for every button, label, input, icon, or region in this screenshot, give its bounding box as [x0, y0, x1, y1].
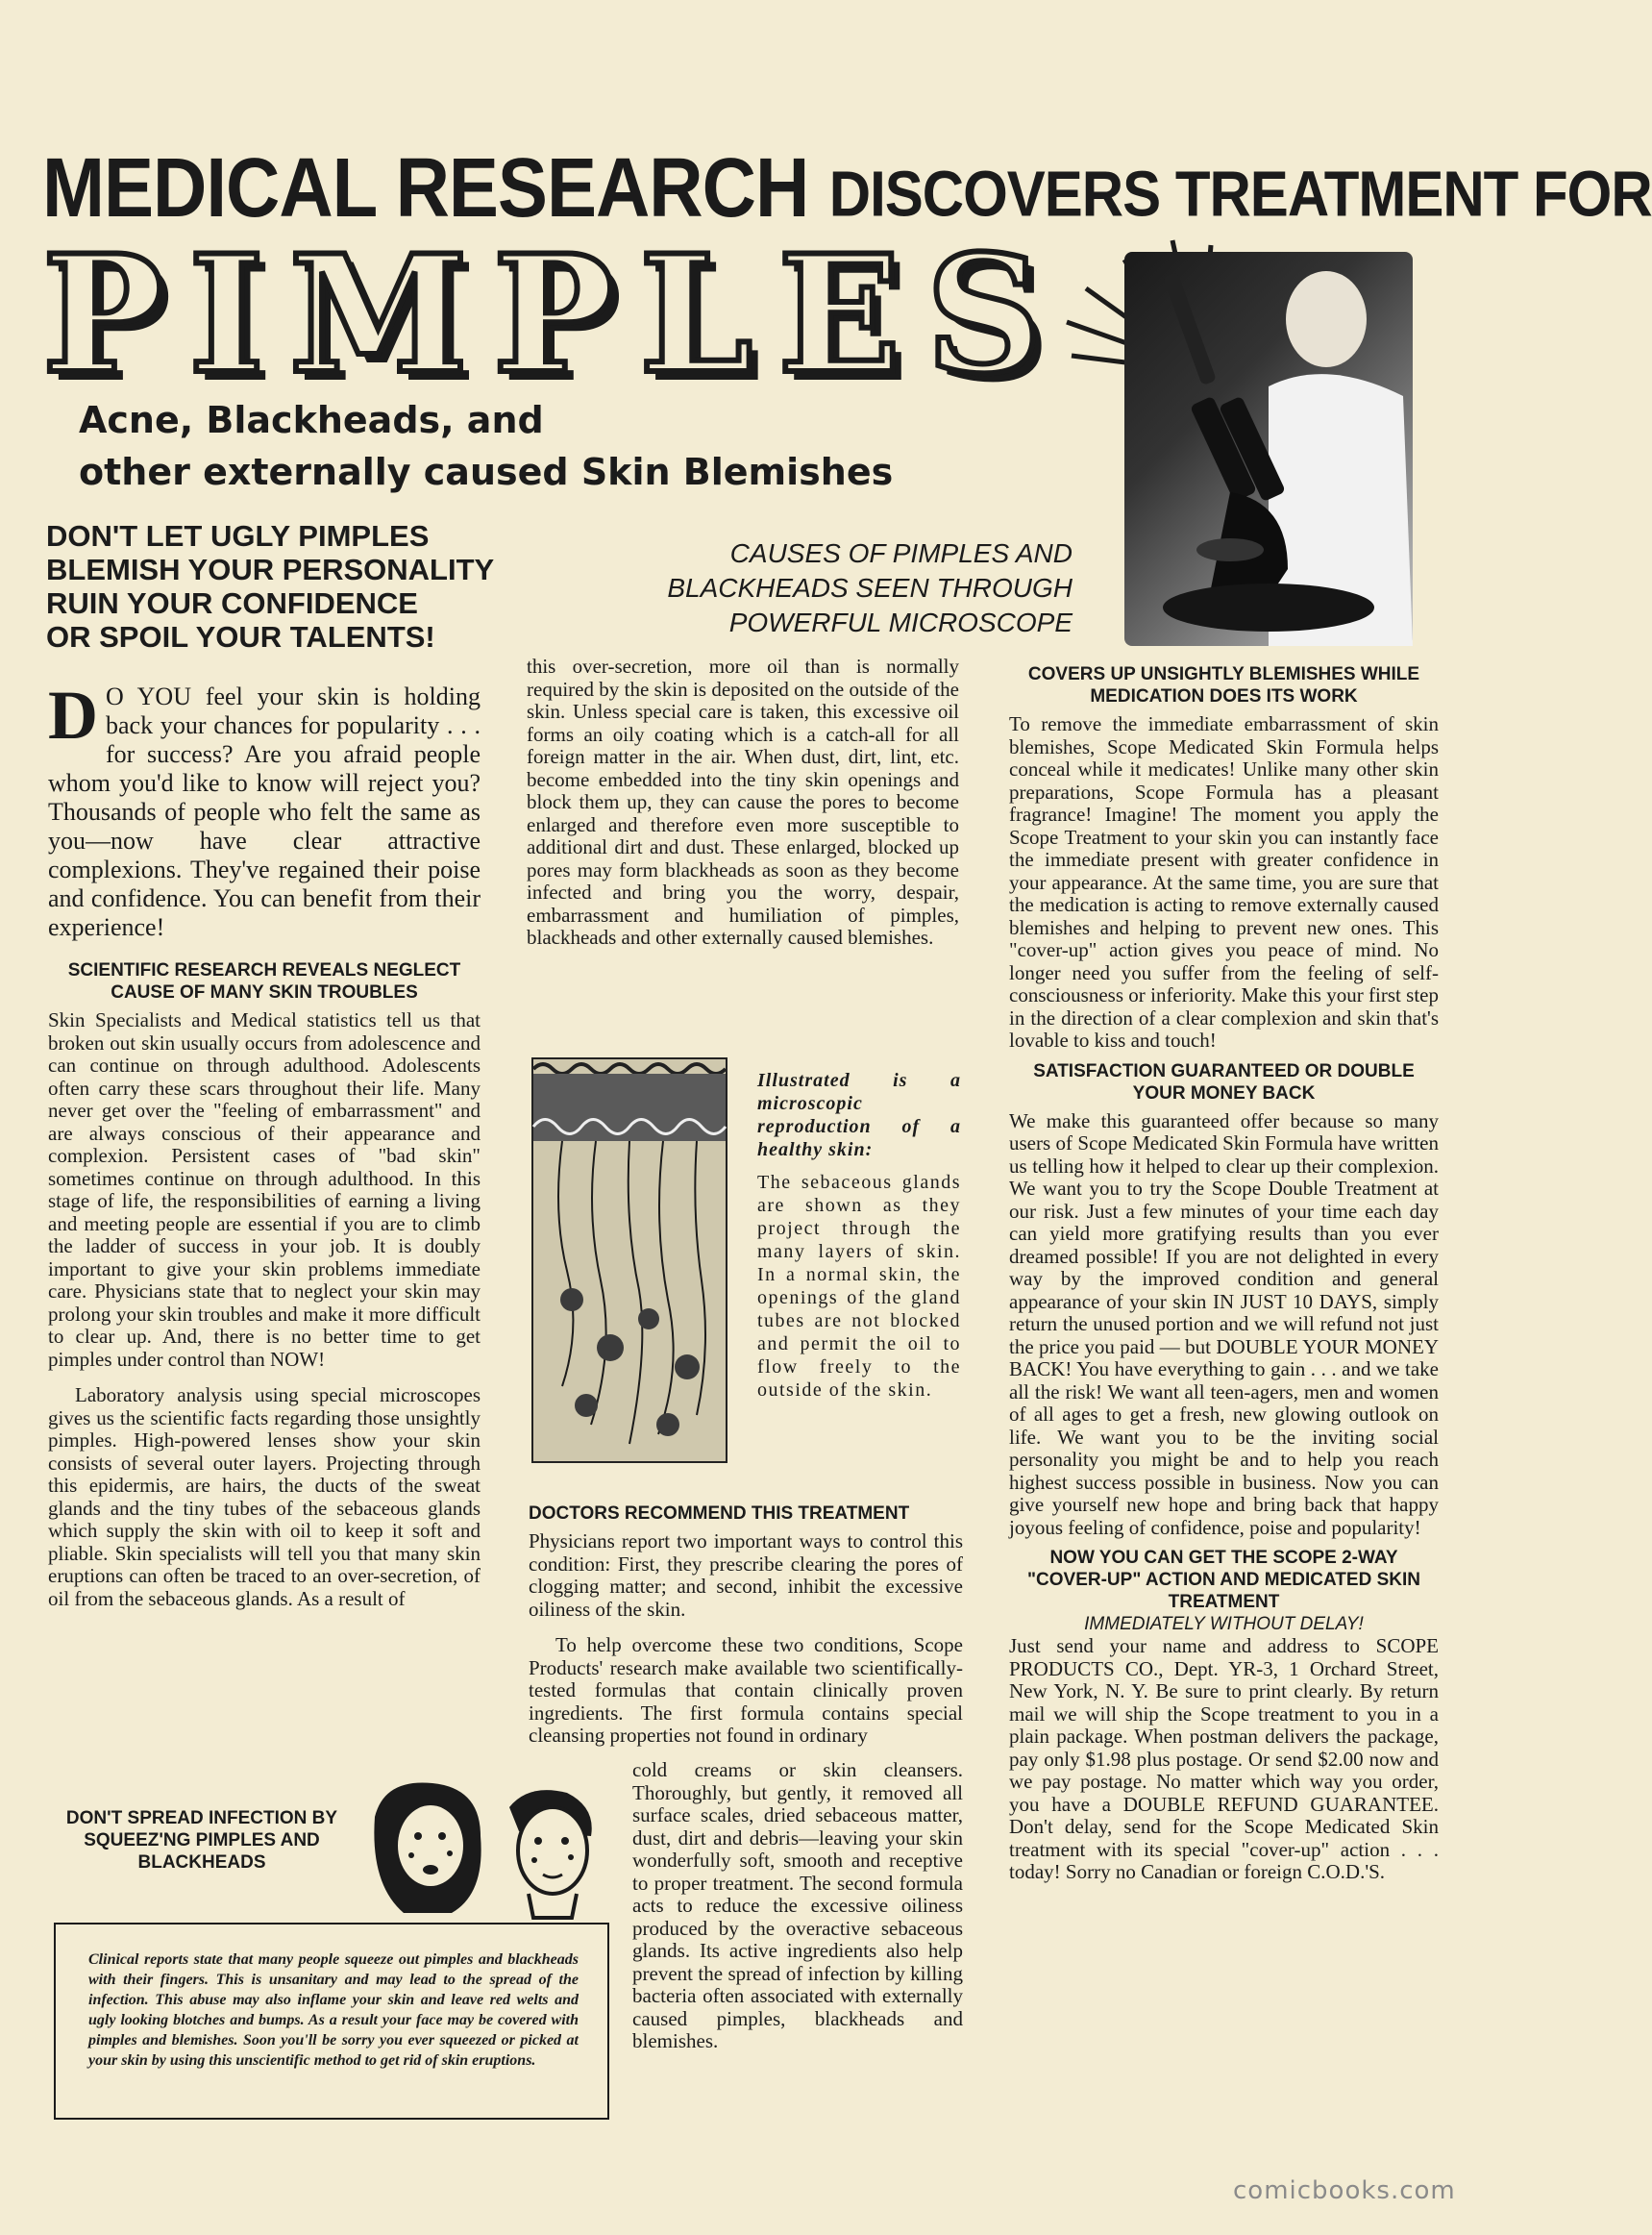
dont-let-line: BLEMISH YOUR PERSONALITY: [46, 553, 495, 586]
column-middle: [527, 656, 959, 950]
clinical-reports-box: [54, 1923, 609, 2120]
causes-line: BLACKHEADS SEEN THROUGH: [667, 573, 1073, 603]
research-paragraph: Skin Specialists and Medical statistics tell us that broken out skin usually occurs from adolescence and can continue on through adulthood. Adolescents often carry these scars throughout their life. Many never get over the "feeling of embarrassment" and are always conscious of their appearance and complexion. Persistent cases of "bad skin" sometimes continue on through adulthood. In this stage of life, the responsibilities of earning a living and meeting people are essential if you are to climb the ladder of success in your job. It is doubly important to give your skin problems immediate care. Physicians state that to neglect your skin may prolong your skin troubles and make it more difficult to clear up. And, there is no better time to get pimples under control than NOW!: [48, 1008, 481, 1371]
order-heading: NOW YOU CAN GET THE SCOPE 2-WAY "COVER-UP" ACTION AND MEDICATED SKIN TREATMENT: [1027, 1548, 1420, 1612]
dont-let-line: DON'T LET UGLY PIMPLES: [46, 519, 430, 553]
order-paragraph: Just send your name and address to SCOPE PRODUCTS CO., Dept. YR-3, 1 Orchard Street, New York, N. Y. Be sure to print clearly. By return mail we will ship the Scope treatment to you in a plain package. When postman delivers the package, pay only $1.98 plus postage. Or send $2.00 now and we pay postage. No matter which way you order, you have a DOUBLE REFUND GUARANTEE. Don't delay, send for the Scope Medicated Skin treatment with its special "cover-up" action . . . today! Sorry no Canadian or foreign C.O.D.'S.: [1009, 1634, 1439, 1883]
dont-let-line: OR SPOIL YOUR TALENTS!: [46, 620, 435, 654]
sebaceous-gland-icon: [533, 1059, 726, 1461]
skin-microscopic-illustration: [531, 1057, 727, 1463]
illustration-caption-italic: Illustrated is a microscopic reproduction of a healthy skin:: [757, 1070, 961, 1160]
subhead: [79, 394, 1097, 498]
coverup-paragraph: To remove the immediate embarrassment of skin blemishes, Scope Medicated Skin Formula helps conceal while it medicates! Unlike many other skin preparations, Scope Formula has a pleasant fragrance! Imagine! The moment you apply the Scope Treatment to your skin you can instantly face the immediate present with greater confidence in your appearance. At the same time, you are sure that the medication is acting to remove externally caused blemishes and helping to prevent new ones. This "cover-up" action gives you peace of mind. No longer need you suffer from the feeling of self-consciousness or inferiority. Make this your first step in the direction of a clear complexion and skin that's lovable to kiss and touch!: [1009, 712, 1439, 1052]
doctors-heading: DOCTORS RECOMMEND THIS TREATMENT: [529, 1503, 910, 1524]
doctors-paragraph-1: Physicians report two important ways to control this condition: First, they prescribe clearing the pores of clogging matter; and second, inhibit the excessive oiliness of the skin.: [529, 1529, 963, 1621]
intro-paragraph: [48, 677, 481, 942]
column-right: [1009, 656, 1439, 1884]
guarantee-paragraph: We make this guaranteed offer because so many users of Scope Medicated Skin Formula have written us telling how it helped to clear up their complexion. We want you to try the Scope Double Treatment at our risk. Just a few minutes of your time each day can yield more gratifying results than you ever dreamed possible! If you are not delighted in every way by the improved condition and general appearance of your skin IN JUST 10 DAYS, simply return the unused portion and we will refund not just the price you paid — but DOUBLE YOUR MONEY BACK! You have everything to gain . . . and we take all the risk! We want all teen-agers, men and women of all ages to get a fresh, new glowing outlook on life. We want you to be the inviting social personality you might be and to help you reach highest success possible in business. Now you can give yourself new hope and bring back that happy joyous feeling of confidence, poise and popularity!: [1009, 1108, 1439, 1539]
clinical-reports-text: Clinical reports state that many people squeeze out pimples and blackheads with their fingers. This is unsanitary and may lead to the spread of the infection. This abuse may also inflame your skin and leave red welts and ugly looking blotches and bumps. As a result your face may be covered with pimples and blemishes. Soon you'll be sorry you ever squeezed or picked at your skin by using this unscientific method to get rid of skin eruptions.: [88, 1951, 579, 2069]
dont-let-line: RUIN YOUR CONFIDENCE: [46, 586, 418, 620]
coverup-heading: COVERS UP UNSIGHTLY BLEMISHES WHILE MEDICATION DOES ITS WORK: [1027, 664, 1420, 707]
guarantee-heading: SATISFACTION GUARANTEED OR DOUBLE YOUR MONEY BACK: [1033, 1060, 1415, 1104]
watermark: comicbooks.com: [1233, 2176, 1456, 2205]
doctors-paragraph-3: cold creams or skin cleansers. Thoroughly, but gently, it removed all surface scales, dried sebaceous matter, dust, dirt and debris—leaving your skin wonderfully soft, smooth and receptive to proper treatment. The second formula acts to reduce the excessive oiliness produced by the overactive sebaceous glands. Its active ingredients also help prevent the spread of infection by killing bacteria often associated with externally caused pimples, blackheads and blemishes.: [632, 1758, 963, 2052]
headline-part2: DISCOVERS TREATMENT FOR: [828, 157, 1652, 231]
laboratory-paragraph: Laboratory analysis using special microscopes gives us the scientific facts regarding those unsightly pimples. High-powered lenses show your skin consists of several outer layers. Projecting through this epidermis, are hairs, the ducts of the sweat glands and the tiny tubes of the sebaceous glands which supply the skin with oil to keep it soft and pliable. Skin specialists will tell you that many skin eruptions can often be traced to an over-secretion, of oil from the sebaceous glands. As a result of: [48, 1383, 481, 1610]
oversecretion-paragraph: this over-secretion, more oil than is normally required by the skin is deposited on the outside of the skin. Unless special care is taken, this excessive oil forms an oily coating which is a catch-all for all foreign matter in the air. When dust, dirt, lint, etc. become embedded into the tiny skin openings and block them up, they can cause the pores to become enlarged and therefore even more susceptible to additional dirt and dust. These enlarged, blocked up pores may form blackheads as soon as they become infected and bring you the worry, despair, embarrassment and humiliation of pimples, blackheads and other externally caused blemishes.: [527, 655, 959, 949]
doctors-section: [529, 1495, 963, 1748]
causes-line: POWERFUL MICROSCOPE: [728, 608, 1073, 637]
headline-part1: MEDICAL RESEARCH: [42, 139, 809, 236]
column-left: [48, 677, 481, 1610]
illustration-caption-text: The sebaceous glands are shown as they project through the many layers of skin. In a normal skin, the openings of the gland tubes are not blocked and permit the oil to flow freely to the outside of the skin.: [757, 1172, 961, 1401]
subhead-line2: other externally caused Skin Blemishes: [79, 451, 894, 493]
order-heading-italic: IMMEDIATELY WITHOUT DELAY!: [1084, 1614, 1364, 1634]
intro-text: O YOU feel your skin is holding back your chances for popularity . . . for success? Are you afraid people whom you'd like to know will reject you? Thousands of people who felt the same as you—now have clear attractive complexions. They've regained their poise and confidence. You can benefit from their experience!: [48, 683, 481, 941]
woman-face-icon: [374, 1782, 481, 1913]
squeezing-faces-illustration: [365, 1778, 615, 1918]
pimples-title: PIMPLES: [42, 219, 1068, 410]
causes-line: CAUSES OF PIMPLES AND: [729, 538, 1073, 568]
subhead-line1: Acne, Blackheads, and: [79, 399, 544, 441]
man-face-icon: [509, 1790, 592, 1918]
doctors-paragraph-2: To help overcome these two conditions, Scope Products' research make available two scientifically-tested formulas that contain clinically proven ingredients. The first formula contains special cleansing properties not found in ordinary: [529, 1633, 963, 1747]
drop-cap: D: [48, 677, 98, 754]
infection-heading: DON'T SPREAD INFECTION BY SQUEEZ'NG PIMPLES AND BLACKHEADS: [65, 1808, 338, 1873]
dont-let-callout: [46, 519, 546, 654]
illustration-caption: [757, 1069, 961, 1402]
doctors-continued: [632, 1759, 963, 2053]
section-heading-research: SCIENTIFIC RESEARCH REVEALS NEGLECT CAUSE OF MANY SKIN TROUBLES: [67, 960, 461, 1003]
causes-caption: [615, 536, 1073, 640]
doctor-microscope-photo: [1124, 252, 1413, 646]
doctor-microscope-icon: [1124, 252, 1413, 646]
